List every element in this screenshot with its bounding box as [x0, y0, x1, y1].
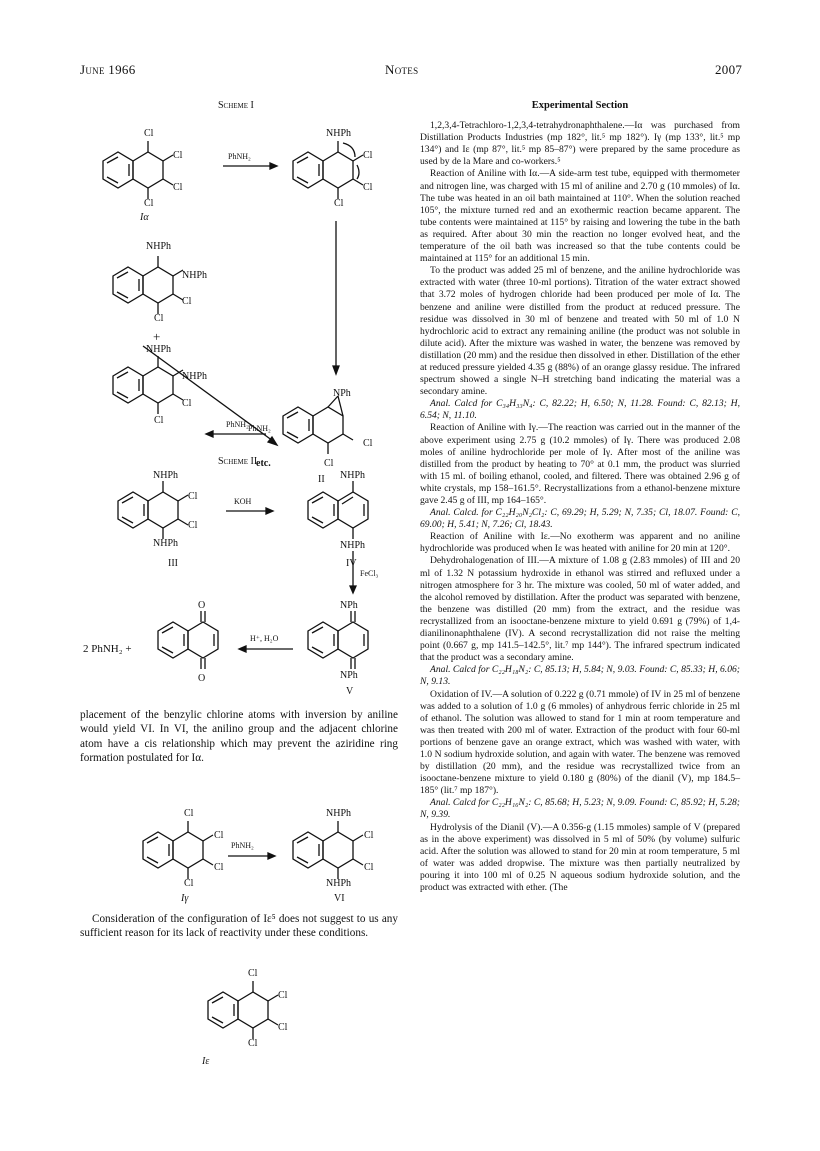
para-6: Reaction of Aniline with Iε.—No exotherm was apparent and no aniline hydrochloride was produced when Iε was heated with aniline for 20 min at 120°.: [420, 531, 740, 555]
svg-text:Cl: Cl: [173, 182, 183, 193]
label-Iepsilon: Iε: [202, 1056, 210, 1067]
page-number: 2007: [715, 62, 743, 77]
svg-text:Cl: Cl: [173, 150, 183, 161]
para-2: To the product was added 25 ml of benzene, and the aniline hydrochloride was extracted with water (three 10-ml portions). Titration of the water extract showed that 3.72 moles of hydrogen chloride had been produced per mole of Iα. The benzene and aniline were distilled from the product at reduced pressure. The residue was dissolved in 30 ml of benzene and treated with 50 ml of 1.0 N hydrochloric acid to extract any remaining aniline (the product was not soluble in dilute acid). After the mixture was washed in water, the benzene was removed by distillation (20 mm) and the residue then dissolved in ether. Distillation of the ether at reduced pressure yielded 4.35 g (88%) of an orange glassy residue. The infrared spectrum showed a single N–H stretching band indicating the material was a secondary amine.: [420, 265, 740, 398]
svg-text:O: O: [198, 673, 206, 684]
structure-VI: [293, 821, 363, 879]
svg-text:Cl: Cl: [363, 182, 373, 193]
svg-text:Cl: Cl: [278, 990, 288, 1001]
etc-label: etc.: [256, 458, 271, 469]
structure-Igamma: [143, 821, 213, 879]
two-aniline: 2 PhNH₂ +: [83, 643, 132, 655]
svg-text:Cl: Cl: [248, 1038, 258, 1049]
label-VI: VI: [334, 893, 345, 904]
para-8: Anal. Calcd for C₂₂H₁₈N₂: C, 85.13; H, 5.84; N, 9.03. Found: C, 85.33; H, 6.06; N, 9.13.: [420, 664, 740, 688]
structure-IV: [308, 481, 368, 539]
svg-text:NPh: NPh: [340, 670, 358, 681]
svg-text:Cl: Cl: [214, 830, 224, 841]
label-II: II: [318, 474, 325, 485]
svg-text:Cl: Cl: [154, 415, 164, 426]
para-7: Dehydrohalogenation of III.—A mixture of 1.08 g (2.83 mmoles) of III and 20 ml of 1.32 N potassium hydroxide in ethanol was stirred and refluxed under a nitrogen atmosphere for 3 hr. The mixture was cooled, 50 ml of water added, and the alcohol removed by distillation. After the product was separated with benzene, the benzene was distilled (20 mm) from the extract, and the residue was recrystallized from an isooctane-benzene mixture to yield 0.691 g (79%) of 1,4-dianilinonaphthalene (IV). A second recrystallization did not raise the melting point (0.667 g, mp 141.5–142.5°, lit.⁷ mp 144°). The infrared spectrum indicated that the product was a secondary amine.: [420, 555, 740, 664]
structure-II: [283, 396, 353, 454]
svg-text:NHPh: NHPh: [146, 344, 172, 355]
label-Igamma: Iγ: [181, 893, 189, 904]
structure-III: [118, 481, 188, 539]
para-10: Anal. Calcd for C₂₂H₁₆N₂: C, 85.68; H, 5.23; N, 9.09. Found: C, 85.92; H, 5.28; N, 9.39.: [420, 797, 740, 821]
svg-text:NHPh: NHPh: [326, 128, 352, 139]
svg-text:NHPh: NHPh: [182, 270, 208, 281]
svg-text:Cl: Cl: [182, 296, 192, 307]
structure-dianilino-2: [113, 356, 183, 414]
reagent-acid: H⁺, H₂O: [250, 634, 279, 643]
label-Ia: Iα: [140, 212, 149, 223]
section-heading: Experimental Section: [531, 100, 629, 111]
structure-Iepsilon: [208, 981, 278, 1039]
label-III: III: [168, 558, 178, 569]
running-head-date: June 1966: [80, 62, 136, 77]
svg-text:Cl: Cl: [364, 862, 374, 873]
svg-text:NHPh: NHPh: [326, 808, 352, 819]
structure-intermediate-top: [293, 141, 363, 199]
svg-text:NHPh: NHPh: [340, 540, 366, 551]
svg-text:O: O: [198, 600, 206, 611]
svg-text:Cl: Cl: [144, 198, 154, 209]
structure-V: [308, 611, 368, 669]
svg-text:Cl: Cl: [184, 878, 194, 889]
para-9: Oxidation of IV.—A solution of 0.222 g (0.71 mmole) of IV in 25 ml of benzene was added to a solution of 1.0 g (6 mmoles) of anhydrous ferric chloride in 25 ml of ethanol. The solution was allowed to stand for 1 min at room temperature and was then treated with 200 ml of water. Extraction of the product with four 60-ml portions of benzene gave an orange extract, which was washed with water, with 1.0 N sodium hydroxide solution, and again with water. The benzene was removed by distillation (20 mm), and the residue was recrystallized twice from an isooctane-benzene mixture to yield 0.180 g (80%) of the dianil (V), mp 184.5–185° (lit.⁷ mp 187°).: [420, 688, 740, 797]
svg-text:Cl: Cl: [324, 458, 334, 469]
svg-text:NHPh: NHPh: [146, 241, 172, 252]
running-head-section: Notes: [385, 62, 419, 77]
svg-text:Cl: Cl: [144, 128, 154, 139]
svg-text:Cl: Cl: [363, 150, 373, 161]
svg-text:Cl: Cl: [248, 968, 258, 979]
left-paragraph-1: placement of the benzylic chlorine atoms with inversion by aniline would yield VI. In VI, the anilino group and the adjacent chlorine atom have a cis relationship which may prevent the aziridine ring formation postulated for Iα.: [80, 709, 398, 764]
para-4: Reaction of Aniline with Iγ.—The reaction was carried out in the manner of the above experiment using 2.75 g (10.2 mmoles) of Iγ. There was produced 2.08 moles of aniline hydrochloride per mole of Iγ. After most of the aniline was distilled from the product by heating to 70° at 0.1 mm, the product was slurried with 15 ml. of boiling ethanol, cooled, and filtered. There was obtained 2.96 g of white crystals, mp 158–161.5°. Recrystallizations from a ethanol-benzene mixture gave 2.45 g of III, mp 164–165°.: [420, 422, 740, 506]
svg-text:NHPh: NHPh: [182, 371, 208, 382]
svg-text:NPh: NPh: [333, 388, 351, 399]
svg-text:NHPh: NHPh: [326, 878, 352, 889]
svg-text:Cl: Cl: [188, 491, 198, 502]
svg-text:Cl: Cl: [278, 1022, 288, 1033]
para-5: Anal. Calcd. for C₂₂H₂₀N₂Cl₂: C, 69.29; H, 5.29; N, 7.35; Cl, 18.07. Found: C, 69.00; H, 5.41; N, 7.26; Cl, 18.43.: [420, 507, 740, 531]
scheme-2-title: Scheme II: [218, 456, 258, 467]
reagent-4: PhNH₂: [231, 841, 254, 850]
svg-text:Cl: Cl: [363, 438, 373, 449]
svg-text:NHPh: NHPh: [153, 470, 179, 481]
svg-text:Cl: Cl: [184, 808, 194, 819]
label-V: V: [346, 686, 354, 697]
svg-text:NPh: NPh: [340, 600, 358, 611]
svg-text:Cl: Cl: [334, 198, 344, 209]
left-paragraph-2: Consideration of the configuration of Iε⁵ does not suggest to us any sufficient reason for its lack of reactivity under these conditions.: [80, 913, 398, 940]
structure-Ia: [103, 141, 173, 199]
label-IV: IV: [346, 558, 357, 569]
svg-text:Cl: Cl: [154, 313, 164, 324]
svg-text:Cl: Cl: [188, 520, 198, 531]
para-0: 1,2,3,4-Tetrachloro-1,2,3,4-tetrahydronaphthalene.—Iα was purchased from Distillation Products Industries (mp 182°, lit.⁵ mp 182°). Iγ (mp 133°, lit.⁵ mp 134°) and Iε (mp 87°, lit.⁵ mp 85–87°) were prepared by the same procedure as used by de la Mare and co-workers.⁵: [420, 120, 740, 168]
reagent-1: PhNH₂: [228, 152, 251, 161]
experimental-section: [420, 100, 740, 894]
plus-sign: +: [153, 329, 161, 344]
reagent-koh: KOH: [234, 497, 252, 506]
para-11: Hydrolysis of the Dianil (V).—A 0.356-g (1.15 mmoles) sample of V (prepared as in the above experiment) was dissolved in 5 ml of 50% (by volume) sulfuric acid. After the solution was allowed to stand for 20 min at room temperature, 5 ml of water was added dropwise. The mixture was then partially neutralized by pouring it into 100 ml of 0.25 N aqueous sodium hydroxide solution, and the product was extracted with ether. (The: [420, 821, 740, 893]
scheme-1-title: Scheme I: [218, 100, 254, 111]
para-3: Anal. Calcd for C₃₄H₃₃N₄: C, 82.22; H, 6.50; N, 11.28. Found: C, 82.13; H, 6.54; N, 11.10.: [420, 398, 740, 422]
para-1: Reaction of Aniline with Iα.—A side-arm test tube, equipped with thermometer and nitrogen line, was charged with 15 ml of aniline and 2.70 g (10 mmoles) of Iα. The tube was heated in an oil bath maintained at 110°. When the solution reached 105°, the mixture turned red and an exothermic reaction became apparent. The tube contents were maintained at 115° by raising and lowering the tube in the bath as required. After about 30 min the reaction no longer evolved heat, and the temperature of the oil bath was increased so that the tube contents could be maintained at 115° for an additional 15 min.: [420, 168, 740, 265]
reagent-fecl3: FeCl₃: [360, 569, 379, 578]
svg-text:NHPh: NHPh: [153, 538, 179, 549]
svg-text:NHPh: NHPh: [340, 470, 366, 481]
structure-dianilino-1: [113, 256, 183, 314]
reagent-2: PhNH₂: [226, 420, 249, 429]
reagent-3: PhNH₂: [248, 424, 271, 433]
svg-text:Cl: Cl: [214, 862, 224, 873]
svg-text:Cl: Cl: [182, 398, 192, 409]
svg-text:Cl: Cl: [364, 830, 374, 841]
structure-quinone: [158, 611, 218, 669]
